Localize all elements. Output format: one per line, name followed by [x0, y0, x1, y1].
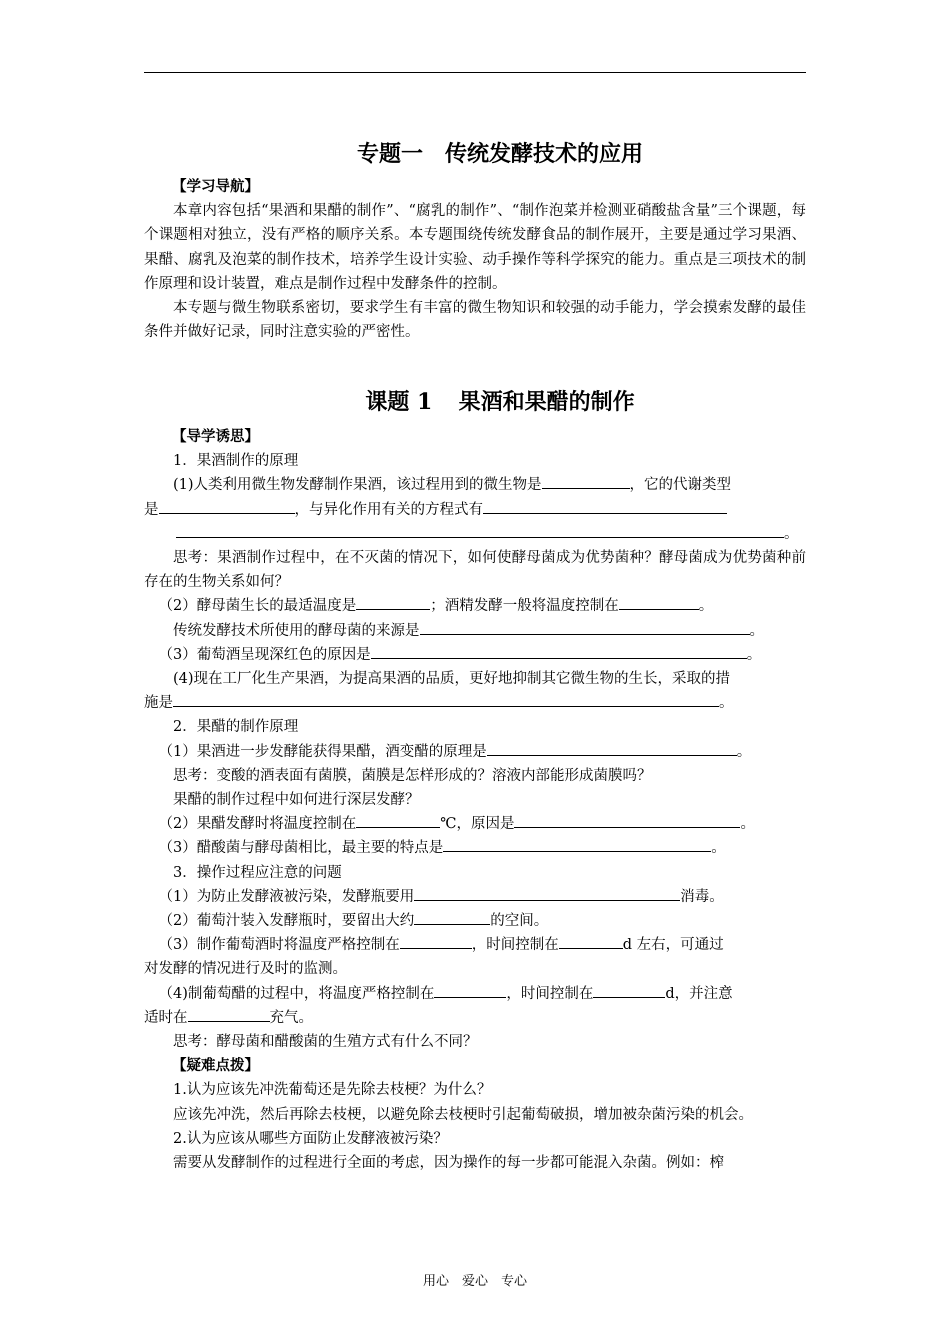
blank — [487, 740, 737, 756]
blank — [356, 594, 430, 610]
nav-label: 【学习导航】 — [172, 178, 259, 195]
page-title: 专题一 传统发酵技术的应用 — [356, 141, 643, 167]
blank — [176, 522, 784, 538]
think-3: 思考：酵母菌和醋酸菌的生殖方式有什么不同？ — [173, 1034, 478, 1051]
tip-2-answer: 需要从发酵制作的过程进行全面的考虑，因为操作的每一步都可能混入杂菌。例如：榨 — [173, 1155, 724, 1172]
question-1-line-1: (1)人类利用微生物发酵制作果酒，该过程用到的微生物是 ，它的代谢类型 — [144, 473, 806, 497]
nav-paragraph-2: 本专题与微生物联系密切，要求学生有丰富的微生物知识和较强的动手能力，学会摸索发酵的最佳条件并做好记录，同时注意实验的严密性。 — [144, 300, 806, 341]
operation-3-line-1: （3）制作葡萄酒时将温度严格控制在 ，时间控制在 d 左右，可通过 — [144, 933, 806, 957]
page-footer: 用心 爱心 专心 — [422, 1274, 527, 1289]
question-4-line-2: 施是 。 — [144, 691, 806, 715]
lesson-title: 课题 1 果酒和果醋的制作 — [365, 389, 635, 415]
blank — [434, 982, 506, 998]
operation-4-line-1: （4)制葡萄醋的过程中，将温度严格控制在 ，时间控制在 d，并注意 — [144, 982, 806, 1006]
blank — [542, 473, 630, 489]
header-rule — [144, 72, 806, 73]
question-4-line-1: (4)现在工厂化生产果酒，为提高果酒的品质，更好地抑制其它微生物的生长，采取的措 — [173, 671, 731, 688]
blank — [483, 498, 727, 514]
blank — [414, 909, 490, 925]
operation-3-line-2: 对发酵的情况进行及时的监测。 — [144, 961, 347, 978]
blank — [593, 982, 665, 998]
think-2a: 思考：变酸的酒表面有菌膜，菌膜是怎样形成的？溶液内部能形成菌膜吗？ — [173, 767, 652, 784]
lesson-body — [144, 425, 806, 1175]
tip-1-answer: 应该先冲洗，然后再除去枝梗，以避免除去枝梗时引起葡萄破损，增加被杂菌污染的机会。 — [173, 1106, 753, 1123]
heading-3: 3．操作过程应注意的问题 — [173, 864, 342, 881]
heading-2: 2．果醋的制作原理 — [173, 719, 299, 736]
blank — [559, 933, 623, 949]
operation-2: （2）葡萄汁装入发酵瓶时，要留出大约 的空间。 — [144, 909, 806, 933]
blank — [159, 498, 295, 514]
blank — [400, 933, 472, 949]
blank — [619, 594, 699, 610]
heading-1: 1．果酒制作的原理 — [173, 453, 299, 470]
operation-4-line-2: 适时在 充气。 — [144, 1006, 806, 1030]
blank — [443, 836, 711, 852]
question-2-line-1: （2）酵母菌生长的最适温度是 ；酒精发酵一般将温度控制在 。 — [144, 594, 806, 618]
blank — [173, 691, 719, 707]
tip-2-question: 2.认为应该从哪些方面防止发酵液被污染？ — [173, 1130, 448, 1147]
blank — [356, 812, 440, 828]
nav-paragraph-1: 本章内容包括“果酒和果醋的制作”、“腐乳的制作”、“制作泡菜并检测亚硝酸盐含量”三个课题，每个课题相对独立，没有严格的顺序关系。本专题围绕传统发酵食品的制作展开，主要是通过学习果酒、果醋、腐乳及泡菜的制作技术，培养学生设计实验、动手操作等科学探究的能力。重点是三项技术的制作原理和设计装置，难点是制作过程中发酵条件的控制。 — [144, 203, 806, 292]
blank — [188, 1006, 270, 1022]
blank — [414, 885, 680, 901]
blank — [420, 619, 750, 635]
question-2-line-2: 传统发酵技术所使用的酵母菌的来源是 。 — [144, 619, 806, 643]
blank — [514, 812, 740, 828]
vinegar-question-1: （1）果酒进一步发酵能获得果醋，酒变醋的原理是 。 — [144, 740, 806, 764]
operation-1: （1）为防止发酵液被污染，发酵瓶要用 消毒。 — [144, 885, 806, 909]
intro-section — [144, 175, 806, 344]
vinegar-question-2: （2）果醋发酵时将温度控制在 ℃，原因是 。 — [144, 812, 806, 836]
question-1-line-2: 是 ，与异化作用有关的方程式有 — [144, 498, 806, 522]
tip-1-question: 1.认为应该先冲洗葡萄还是先除去枝梗？为什么？ — [173, 1082, 492, 1099]
think-1: 思考：果酒制作过程中，在不灭菌的情况下，如何使酵母菌成为优势菌种？酵母菌成为优势菌种前存在的生物关系如何？ — [144, 550, 806, 591]
blank — [371, 643, 747, 659]
vinegar-question-3: （3）醋酸菌与酵母菌相比，最主要的特点是 。 — [144, 836, 806, 860]
question-1-line-3: 。 — [144, 522, 806, 546]
tips-label: 【疑难点拨】 — [172, 1057, 259, 1075]
guide-label: 【导学诱思】 — [172, 428, 259, 445]
think-2b: 果醋的制作过程中如何进行深层发酵？ — [173, 792, 420, 809]
question-3: （3）葡萄酒呈现深红色的原因是 。 — [144, 643, 806, 667]
